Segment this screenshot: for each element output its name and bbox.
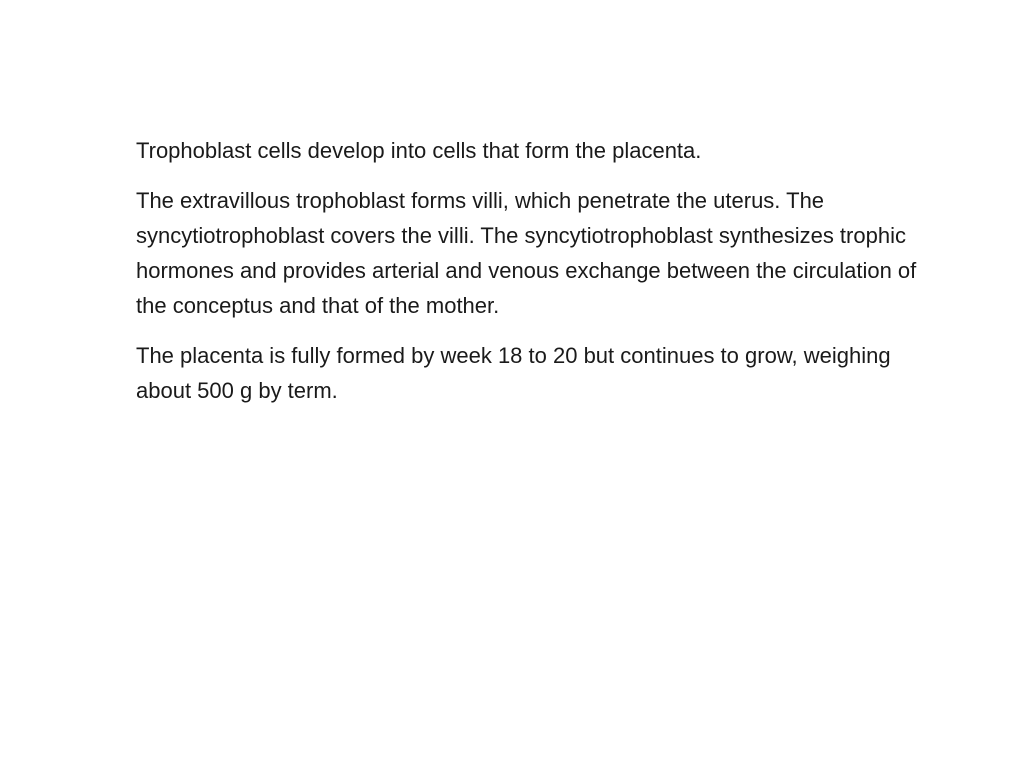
paragraph-placenta-growth: The placenta is fully formed by week 18 to 20 but continues to grow, weighing about 500 g by term. xyxy=(136,343,891,403)
slide-body xyxy=(136,133,936,423)
paragraph-extravillous-trophoblast: The extravillous trophoblast forms villi, which penetrate the uterus. The syncytiotrophoblast covers the villi. The syncytiotrophoblast synthesizes trophic hormones and provides arterial and venous exchange between the circulation of the conceptus and that of the mother. xyxy=(136,188,917,318)
paragraph-trophoblast-cells: Trophoblast cells develop into cells that form the placenta. xyxy=(136,138,702,163)
